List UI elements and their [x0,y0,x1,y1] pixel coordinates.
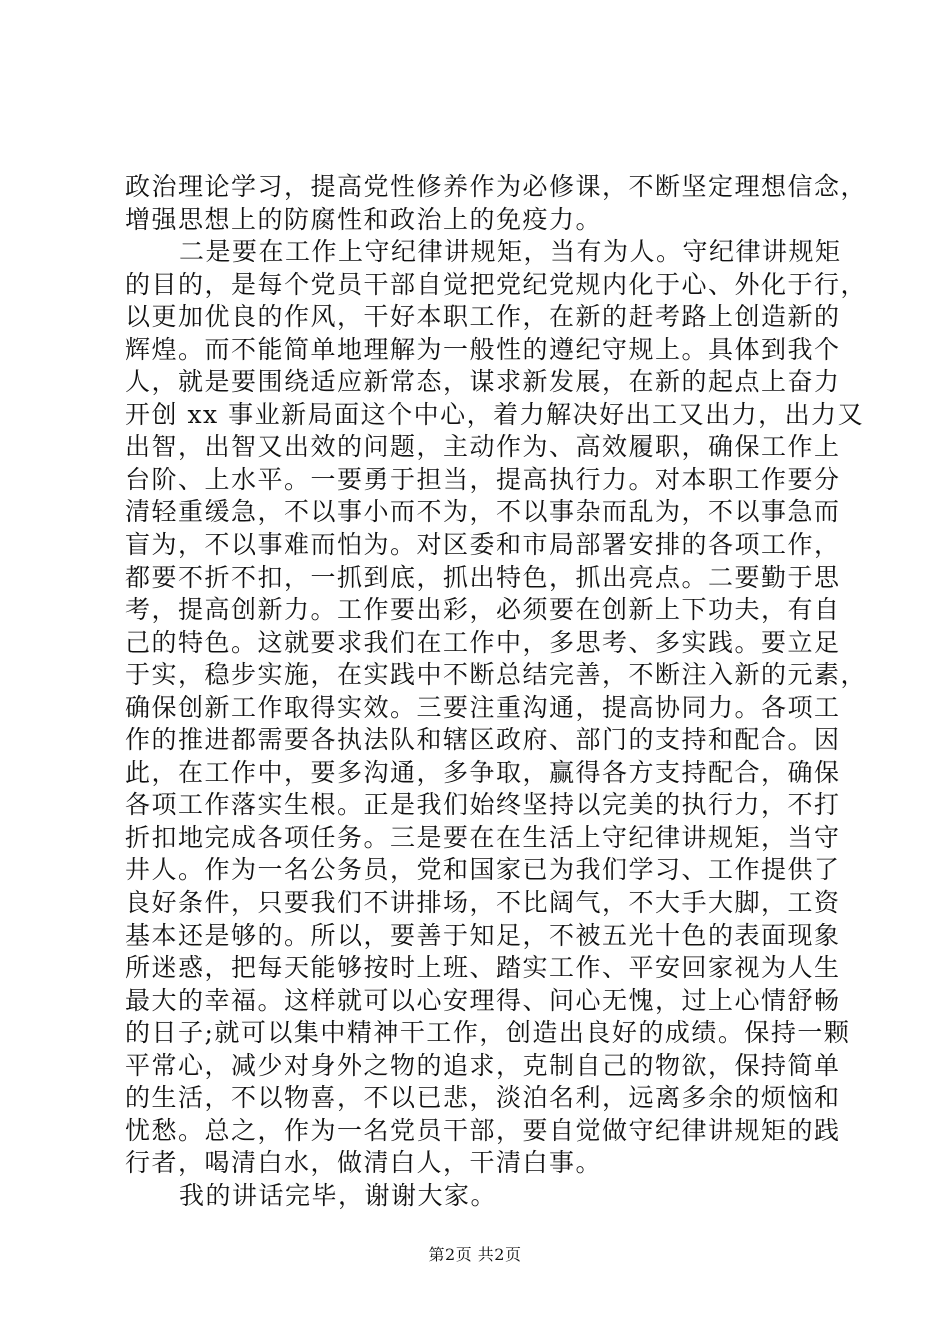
text-line: 行者，喝清白水，做清白人，干清白事。 [125,1148,603,1178]
text-line: 各项工作落实生根。正是我们始终坚持以完美的执行力，不打 [125,790,841,820]
text-line: 己的特色。这就要求我们在工作中，多思考、多实践。要立足 [125,627,841,657]
text-line: 开创 xx 事业新局面这个中心，着力解决好出工又出力，出力又 [125,399,865,429]
document-body [125,171,868,1213]
text-line: 的目的，是每个党员干部自觉把党纪党规内化于心、外化于行， [125,269,868,299]
page-footer: 第2页 共2页 [428,1245,522,1264]
text-line: 作的推进都需要各执法队和辖区政府、部门的支持和配合。因 [125,725,841,755]
text-line: 考，提高创新力。工作要出彩，必须要在创新上下功夫，有自 [125,595,841,625]
text-line: 的生活，不以物喜，不以已悲，淡泊名利，远离多余的烦恼和 [125,1083,841,1113]
paragraph-start-line: 二是要在工作上守纪律讲规矩，当有为人。守纪律讲规矩 [179,237,842,267]
text-line: 以更加优良的作风，干好本职工作，在新的赶考路上创造新的 [125,302,841,332]
text-line: 增强思想上的防腐性和政治上的免疫力。 [125,204,603,234]
text-line: 良好条件，只要我们不讲排场，不比阔气，不大手大脚，工资 [125,888,841,918]
text-line: 政治理论学习，提高党性修养作为必修课，不断坚定理想信念， [125,172,868,201]
text-line: 的日子;就可以集中精神干工作，创造出良好的成绩。保持一颗 [125,1018,851,1048]
text-line: 于实，稳步实施，在实践中不断总结完善，不断注入新的元素， [125,660,868,690]
text-line: 辉煌。而不能简单地理解为一般性的遵纪守规上。具体到我个 [125,334,841,364]
text-line: 最大的幸福。这样就可以心安理得、问心无愧，过上心情舒畅 [125,985,841,1015]
text-line: 确保创新工作取得实效。三要注重沟通，提高协同力。各项工 [125,692,841,722]
text-line: 此，在工作中，要多沟通，多争取，赢得各方支持配合，确保 [125,757,841,787]
text-line: 井人。作为一名公务员，党和国家已为我们学习、工作提供了 [125,855,841,885]
closing-line: 我的讲话完毕，谢谢大家。 [179,1180,498,1210]
text-line: 出智，出智又出效的问题，主动作为、高效履职，确保工作上 [125,432,841,462]
text-line: 人，就是要围绕适应新常态，谋求新发展，在新的起点上奋力 [125,367,841,397]
text-line: 忧愁。总之，作为一名党员干部，要自觉做守纪律讲规矩的践 [125,1115,841,1145]
text-line: 台阶、上水平。一要勇于担当，提高执行力。对本职工作要分 [125,464,841,494]
text-line: 清轻重缓急，不以事小而不为，不以事杂而乱为，不以事急而 [125,497,841,527]
text-line: 都要不折不扣，一抓到底，抓出特色，抓出亮点。二要勤于思 [125,562,841,592]
text-line: 所迷惑，把每天能够按时上班、踏实工作、平安回家视为人生 [125,953,841,983]
text-line: 折扣地完成各项任务。三是要在在生活上守纪律讲规矩，当守 [125,822,841,852]
text-line: 基本还是够的。所以，要善于知足，不被五光十色的表面现象 [125,920,841,950]
text-line: 平常心，减少对身外之物的追求，克制自己的物欲，保持简单 [125,1050,841,1080]
text-line: 盲为，不以事难而怕为。对区委和市局部署安排的各项工作， [125,530,841,560]
